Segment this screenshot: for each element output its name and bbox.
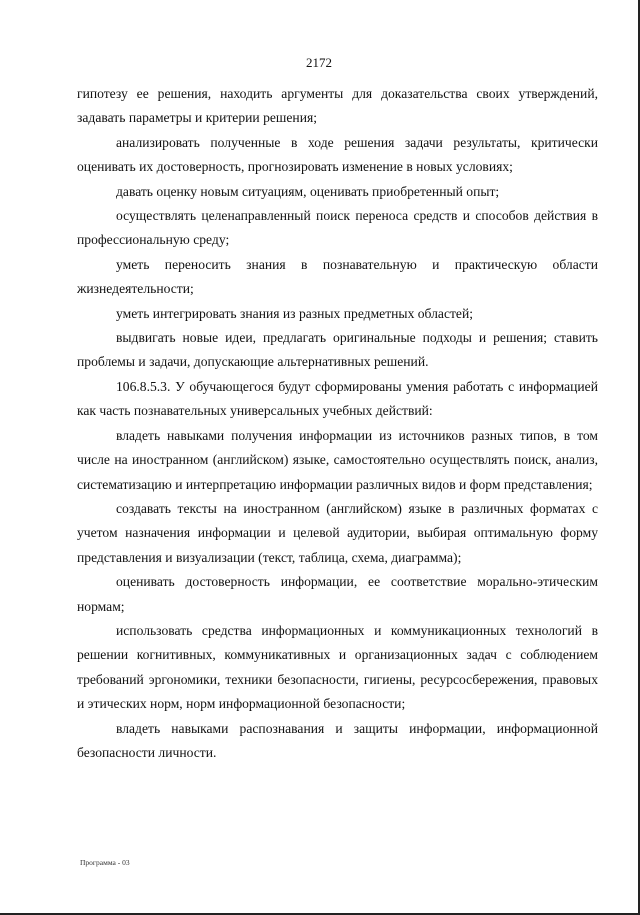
paragraph: создавать тексты на иностранном (английском) языке в различных форматах с учетом назначения информации и целевой аудитории, выбирая оптимальную форму представления и визуализации (текст, таблица, схема, диаграмма); (77, 500, 598, 565)
paragraph: использовать средства информационных и коммуникационных технологий в решении когнитивных, коммуникативных и организационных задач с соблюдением требований эргономики, техники безопасности, гигиены, ресурсосбережения, правовых и этических норм, норм информационной безопасности; (77, 622, 598, 712)
paragraph: уметь интегрировать знания из разных предметных областей; (116, 305, 474, 321)
paragraph: владеть навыками получения информации из источников разных типов, в том числе на иностранном (английском) языке, самостоятельно осуществлять поиск, анализ, систематизацию и интерпретацию информации различных видов и форм представления; (77, 427, 598, 492)
paragraph: уметь переносить знания в познавательную и практическую области жизнедеятельности; (77, 256, 598, 297)
paragraph: давать оценку новым ситуациям, оценивать приобретенный опыт; (116, 183, 500, 199)
paragraph: выдвигать новые идеи, предлагать оригинальные подходы и решения; ставить проблемы и задачи, допускающие альтернативных решений. (77, 330, 598, 370)
paragraph: владеть навыками распознавания и защиты информации, информационной безопасности личности. (77, 720, 598, 760)
paragraph: осуществлять целенаправленный поиск переноса средств и способов действия в профессиональную среду; (77, 208, 598, 248)
document-body (77, 82, 598, 765)
page-number: 2172 (306, 55, 332, 70)
paragraph: гипотезу ее решения, находить аргументы для доказательства своих утверждений, задавать параметры и критерии решения; (77, 86, 598, 126)
page-footer: Программа - 03 (80, 858, 130, 867)
paragraph: анализировать полученные в ходе решения задачи результаты, критически оценивать их достоверность, прогнозировать изменение в новых условиях; (77, 134, 598, 175)
paragraph: 106.8.5.3. У обучающегося будут сформированы умения работать с информацией как часть познавательных универсальных учебных действий: (77, 378, 598, 419)
paragraph: оценивать достоверность информации, ее соответствие морально-этическим нормам; (77, 574, 598, 614)
